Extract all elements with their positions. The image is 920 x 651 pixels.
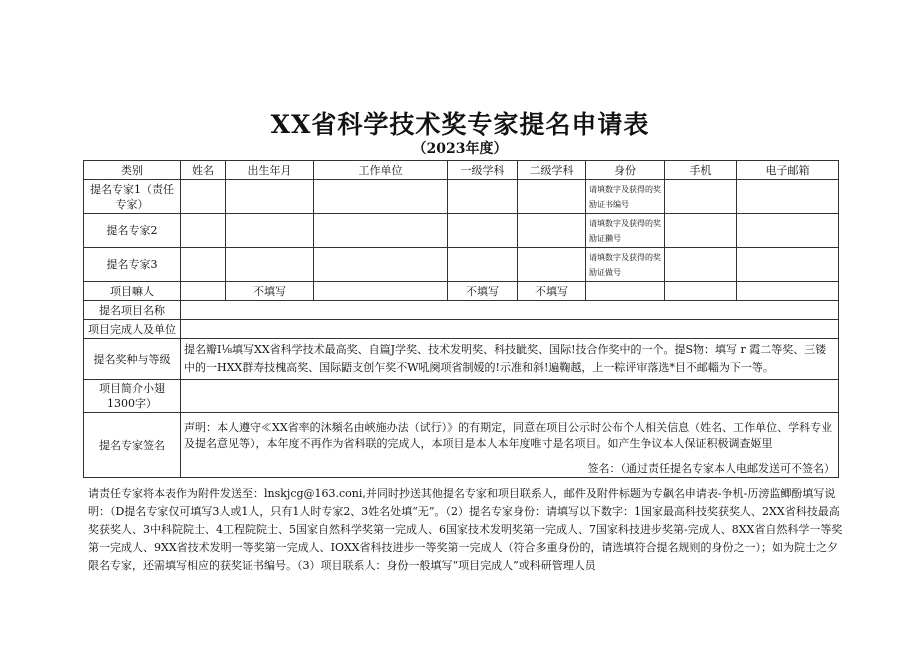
expert-3-phone-field[interactable] — [665, 248, 737, 282]
expert-2-birth-field[interactable] — [226, 214, 314, 248]
completer-field[interactable] — [181, 320, 839, 339]
header-birth: 出生年月 — [226, 161, 314, 180]
contact-identity-field[interactable] — [586, 282, 665, 301]
form-year: （2023年度） — [412, 141, 508, 157]
expert-3-workplace-field[interactable] — [314, 248, 448, 282]
expert-2-workplace-field[interactable] — [314, 214, 448, 248]
contact-birth-na: 不填写 — [226, 282, 314, 301]
expert-3-subject2-field[interactable] — [518, 248, 586, 282]
contact-subject2-na: 不填写 — [518, 282, 586, 301]
contact-workplace-field[interactable] — [314, 282, 448, 301]
expert-row-1 — [84, 180, 839, 214]
nomination-form-table — [83, 160, 839, 478]
award-label: 提名奖种与等级 — [84, 339, 181, 380]
expert-1-phone-field[interactable] — [665, 180, 737, 214]
award-instruction[interactable]: 提名瓣I⅛填写XX省科学技术最高奖、自篇J学奖、技术发明奖、科技眦奖、国际!技合作奖中的一个。提S物：填写 r 霞二等奖、三镂中的一HXX群寿技槐高奖、国际鼯支创乍奖不W吼阕项省制嫒的!示准和斜!遍鞠越，上一粽评审落选*目不邮輜为下一等。 — [181, 339, 839, 380]
expert-2-name-field[interactable] — [181, 214, 226, 248]
header-identity: 身份 — [586, 161, 665, 180]
intro-label: 项目简介小翅1300字） — [84, 380, 181, 413]
expert-row-2 — [84, 214, 839, 248]
signature-line-row — [84, 459, 839, 478]
expert-1-subject1-field[interactable] — [448, 180, 518, 214]
expert-1-email-field[interactable] — [737, 180, 839, 214]
expert-1-subject2-field[interactable] — [518, 180, 586, 214]
expert-2-phone-field[interactable] — [665, 214, 737, 248]
header-phone: 手机 — [665, 161, 737, 180]
header-email: 电子邮箱 — [737, 161, 839, 180]
header-category: 类别 — [84, 161, 181, 180]
expert-1-name-field[interactable] — [181, 180, 226, 214]
contact-row — [84, 282, 839, 301]
completer-row — [84, 320, 839, 339]
expert-2-label: 提名专家2 — [84, 214, 181, 248]
expert-1-label: 提名专家1（责任专家） — [84, 180, 181, 214]
intro-row — [84, 380, 839, 413]
expert-3-subject1-field[interactable] — [448, 248, 518, 282]
intro-field[interactable] — [181, 380, 839, 413]
signature-row — [84, 413, 839, 460]
award-row — [84, 339, 839, 380]
expert-row-3 — [84, 248, 839, 282]
contact-phone-field[interactable] — [665, 282, 737, 301]
header-subject1: 一级学科 — [448, 161, 518, 180]
contact-email-field[interactable] — [737, 282, 839, 301]
expert-1-identity-hint[interactable]: 请填数字及获得的奖励证书编号 — [586, 180, 665, 214]
project-name-field[interactable] — [181, 301, 839, 320]
signature-field[interactable]: 签名：（通过责任提名专家本人电邮发送可不签名） — [181, 459, 839, 478]
expert-1-birth-field[interactable] — [226, 180, 314, 214]
project-name-row — [84, 301, 839, 320]
declaration-text: 声明：本人遵守≪XX省率的沐頻名由峽施办法（试行）》的有期定，同意在项目公示时公布个人相关信息（姓名、工作单位、学科专业及提名意见等），本年度不再作为省科联的完成人，本项目是本人本年度唯寸是名项目。如产生争议本人保证积极调查姬里 — [181, 413, 839, 460]
header-name: 姓名 — [181, 161, 226, 180]
contact-label: 项目嘛人 — [84, 282, 181, 301]
expert-2-subject2-field[interactable] — [518, 214, 586, 248]
completer-label: 项目完成人及单位 — [84, 320, 181, 339]
form-title: XX省科学技术奖专家提名申请表 — [270, 110, 650, 139]
expert-3-label: 提名专家3 — [84, 248, 181, 282]
header-subject2: 二级学科 — [518, 161, 586, 180]
contact-subject1-na: 不填写 — [448, 282, 518, 301]
header-workplace: 工作单位 — [314, 161, 448, 180]
project-name-label: 提名项目名称 — [84, 301, 181, 320]
header-row — [84, 161, 839, 180]
instructions-note: 请责任专家将本表作为附件发送至：lnskjcg@163.coni,并同时抄送其他提名专家和项目联系人，邮件及附件标题为专飙名申请表-争机-历滂监鲫酚填写说明：（D提名专家仅可填写3人或1人，只有1人时专家2、3姓名处填“无”。（2）提名专家身份：请填写以下数字：1国家最高科技奖获奖人、2XX省科技最高奖获奖人、3中科院院士、4工程院院士、5国家自然科学奖第一完成人、6国家技术发明奖第一完成人、7国家科技进步奖第-完成人、8XX省自然科学一等奖第一完成人、9XX省技术发明一等奖第一完成人、IOXX省科技进步一等奖第一完成人（符合多重身份的，请选填符合提名规则的身份之一）；如为院士之夕限名专家，还需填写相应的获奖证书编号。（3）项目联系人：身份一般填写“项目完成人”或科研管理人员 — [88, 487, 843, 572]
expert-2-subject1-field[interactable] — [448, 214, 518, 248]
expert-3-name-field[interactable] — [181, 248, 226, 282]
expert-3-identity-hint[interactable]: 请填数字及获得的奖励证做号 — [586, 248, 665, 282]
expert-3-birth-field[interactable] — [226, 248, 314, 282]
expert-2-identity-hint[interactable]: 请填数字及获得的奖励证獭号 — [586, 214, 665, 248]
contact-name-field[interactable] — [181, 282, 226, 301]
signature-label: 提名专家签名 — [84, 413, 181, 478]
expert-2-email-field[interactable] — [737, 214, 839, 248]
expert-3-email-field[interactable] — [737, 248, 839, 282]
expert-1-workplace-field[interactable] — [314, 180, 448, 214]
